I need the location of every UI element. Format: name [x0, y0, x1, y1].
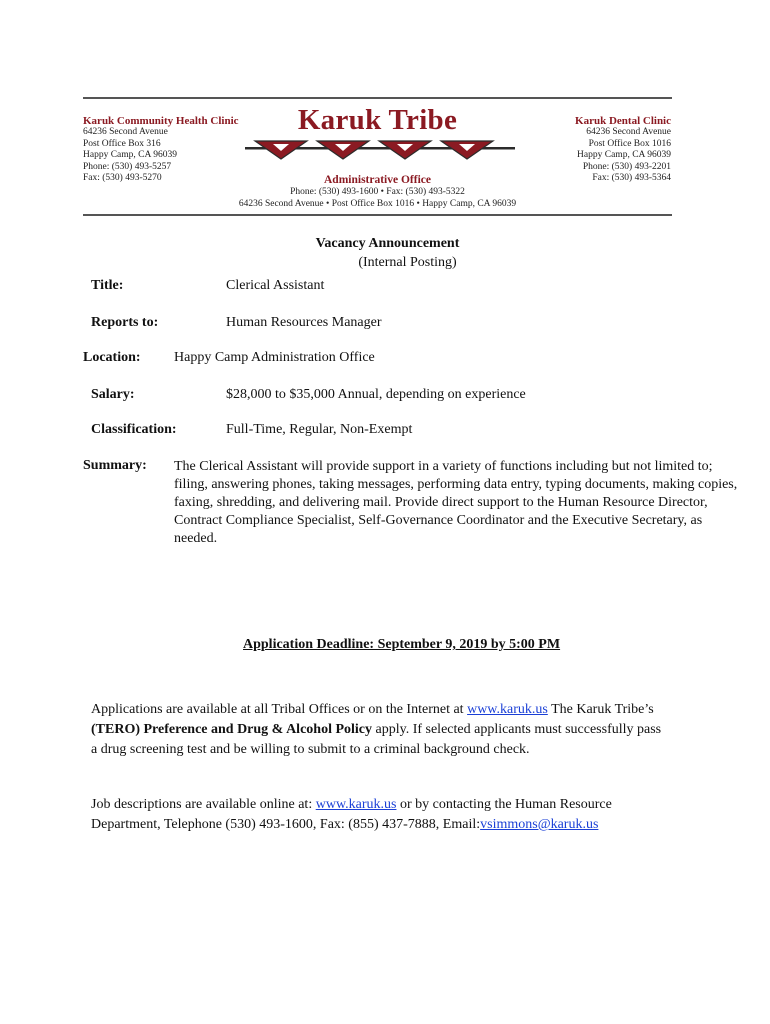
location-label: Location: — [83, 350, 141, 365]
right-clinic-line: Post Office Box 1016 — [588, 138, 671, 149]
right-clinic-line: 64236 Second Avenue — [586, 127, 671, 137]
policy-bold-text: (TERO) Preference and Drug & Alcohol Policy — [91, 722, 372, 737]
classification-label: Classification: — [91, 422, 177, 437]
left-clinic-line: Post Office Box 316 — [83, 138, 161, 149]
left-clinic-line: Fax: (530) 493-5270 — [83, 173, 162, 184]
apply-text: apply. If selected applicants must successfully pass a drug screening test and be willing to submit to a criminal background check. — [91, 722, 662, 757]
summary-value: The Clerical Assistant will provide support in a variety of functions including but not limited to; filing, answering phones, taking messages, performing data entry, typing documents, making copies, faxing, shredding, and delivering mail. Provide direct support to the Human Resource Director, Contract Compliance Specialist, Self-Governance Coordinator and the Executive Secretary, as needed. — [174, 459, 738, 546]
location-value: Happy Camp Administration Office — [174, 350, 375, 365]
center-org-block — [210, 104, 545, 137]
application-deadline: Application Deadline: September 9, 2019 by 5:00 PM — [243, 637, 561, 652]
title-label: Title: — [91, 278, 124, 293]
application-info-paragraph — [91, 700, 663, 760]
right-clinic-line: Happy Camp, CA 96039 — [577, 150, 671, 161]
summary-label: Summary: — [83, 458, 147, 473]
center-contact-block — [205, 174, 550, 210]
reports-to-label: Reports to: — [91, 315, 159, 330]
karuk-website-link-2[interactable]: www.karuk.us — [315, 797, 397, 812]
org-logo-title: Karuk Tribe — [297, 104, 458, 136]
pattern-band — [245, 141, 515, 159]
top-rule — [83, 97, 672, 99]
right-clinic-block — [540, 115, 671, 185]
salary-value: $28,000 to $35,000 Annual, depending on experience — [226, 387, 526, 402]
title-value: Clerical Assistant — [226, 278, 325, 293]
left-clinic-line: Phone: (530) 493-5257 — [83, 161, 172, 172]
jobs-text: or by contacting the Human Resource Department, Telephone (530) 493-1600, Fax: (855) 437-7888, Email: — [91, 797, 612, 832]
salary-label: Salary: — [91, 387, 135, 402]
admin-address-line: 64236 Second Avenue • Post Office Box 1016 • Happy Camp, CA 96039 — [238, 198, 517, 209]
karuk-website-link[interactable]: www.karuk.us — [467, 702, 548, 717]
admin-office-title: Administrative Office — [324, 174, 431, 186]
announcement-heading: Vacancy Announcement — [315, 236, 460, 251]
announcement-subheading: (Internal Posting) — [358, 255, 457, 270]
apply-text: The Karuk Tribe’s — [547, 702, 654, 717]
admin-phone-line: Phone: (530) 493-1600 • Fax: (530) 493-5322 — [290, 187, 465, 197]
right-clinic-line: Fax: (530) 493-5364 — [592, 173, 671, 184]
job-descriptions-paragraph — [91, 795, 671, 835]
jobs-text: Job descriptions are available online at: — [91, 797, 316, 812]
apply-text: Applications are available at all Tribal Offices or on the Internet at — [91, 702, 468, 717]
bottom-rule — [83, 214, 672, 216]
left-clinic-line: Happy Camp, CA 96039 — [83, 150, 177, 161]
right-clinic-line: Phone: (530) 493-2201 — [582, 161, 671, 172]
tribal-pattern-logo — [245, 137, 515, 163]
email-link[interactable]: vsimmons@karuk.us — [480, 817, 599, 832]
right-clinic-title: Karuk Dental Clinic — [575, 115, 671, 127]
left-clinic-title: Karuk Community Health Clinic — [83, 115, 239, 127]
reports-to-value: Human Resources Manager — [226, 315, 382, 330]
left-clinic-line: 64236 Second Avenue — [83, 127, 168, 137]
classification-value: Full-Time, Regular, Non-Exempt — [226, 422, 413, 437]
